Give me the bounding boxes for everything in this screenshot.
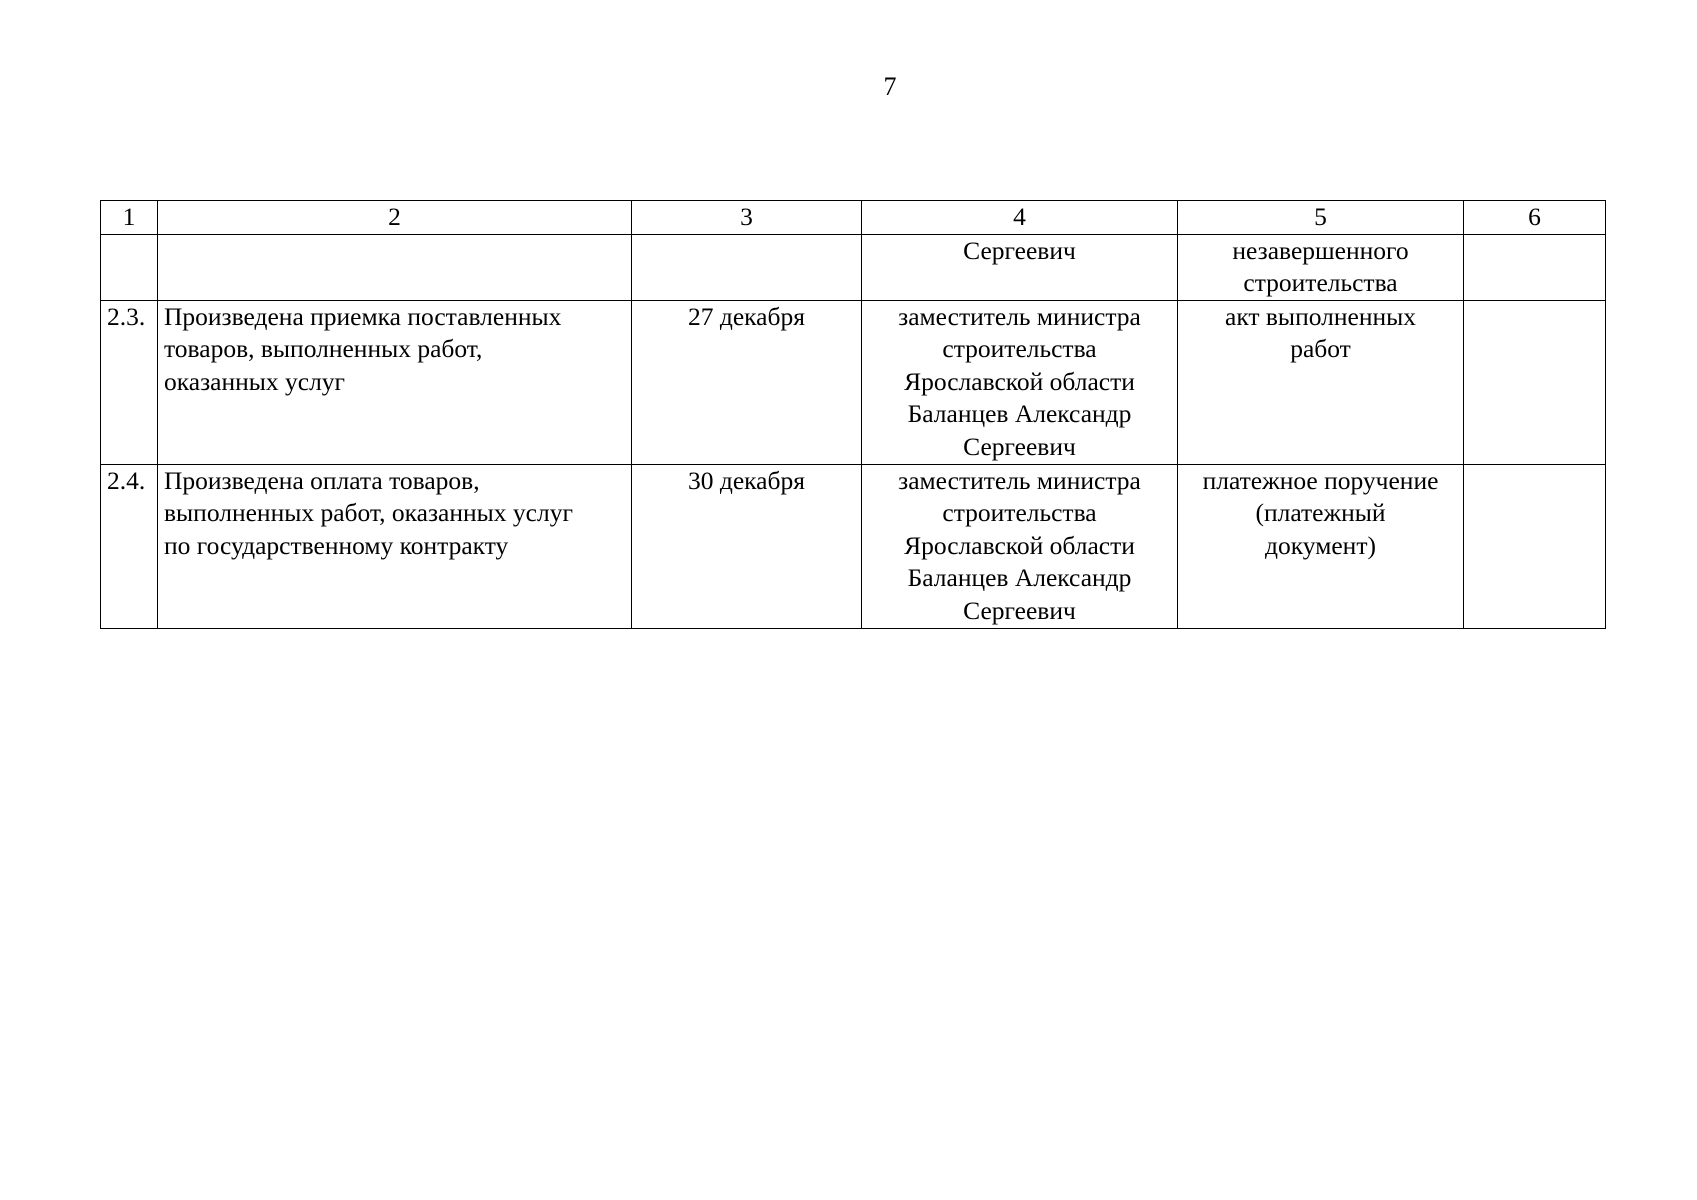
cell-text-line: платежное поручение xyxy=(1202,465,1439,495)
action-cell xyxy=(158,464,632,628)
cell-text-line: оказанных услуг xyxy=(164,366,346,396)
responsible-cell xyxy=(862,300,1178,464)
table-row xyxy=(101,300,1606,464)
cell-text-line: Баланцев Александр xyxy=(907,399,1132,428)
empty-cell xyxy=(1464,300,1606,464)
item-number-cell xyxy=(101,234,158,300)
action-cell xyxy=(158,234,632,300)
table-row xyxy=(101,234,1606,300)
cell-text-line: незавершенного xyxy=(1232,235,1409,265)
column-header: 6 xyxy=(1464,201,1606,235)
cell-text-line: строительства xyxy=(942,334,1097,363)
cell-text-line: Сергеевич xyxy=(963,595,1076,625)
document-cell xyxy=(1178,234,1464,300)
cell-text-line: Сергеевич xyxy=(963,235,1076,265)
cell-text-line: Сергеевич xyxy=(963,431,1076,461)
column-header: 1 xyxy=(101,201,158,235)
cell-text-line: Произведена оплата товаров, xyxy=(164,465,480,495)
date-cell xyxy=(632,234,862,300)
cell-text-line: Ярославской области xyxy=(904,530,1135,560)
column-header: 5 xyxy=(1178,201,1464,235)
date-cell: 30 декабря xyxy=(632,464,862,628)
document-cell xyxy=(1178,464,1464,628)
document-cell xyxy=(1178,300,1464,464)
responsible-cell xyxy=(862,464,1178,628)
responsible-cell xyxy=(862,234,1178,300)
column-header: 2 xyxy=(158,201,632,235)
plan-table xyxy=(100,200,1606,629)
cell-text-line: заместитель министра xyxy=(898,465,1141,495)
empty-cell xyxy=(1464,234,1606,300)
table-row xyxy=(101,464,1606,628)
cell-text-line: выполненных работ, оказанных услуг xyxy=(164,498,573,527)
cell-text-line: работ xyxy=(1290,334,1351,363)
cell-text-line: акт выполненных xyxy=(1225,301,1416,331)
cell-text-line: (платежный xyxy=(1255,498,1386,527)
cell-text-line: Произведена приемка поставленных xyxy=(164,301,562,331)
cell-text-line: заместитель министра xyxy=(898,301,1141,331)
cell-text-line: по государственному контракту xyxy=(164,530,509,560)
cell-text-line: товаров, выполненных работ, xyxy=(164,334,483,363)
item-number-cell: 2.3. xyxy=(101,300,158,464)
cell-text-line: строительства xyxy=(1243,268,1398,297)
action-cell xyxy=(158,300,632,464)
date-cell: 27 декабря xyxy=(632,300,862,464)
cell-text-line: Баланцев Александр xyxy=(907,563,1132,592)
column-header: 4 xyxy=(862,201,1178,235)
item-number-cell: 2.4. xyxy=(101,464,158,628)
column-header: 3 xyxy=(632,201,862,235)
empty-cell xyxy=(1464,464,1606,628)
page-number: 7 xyxy=(883,72,897,101)
cell-text-line: строительства xyxy=(942,498,1097,527)
cell-text-line: Ярославской области xyxy=(904,366,1135,396)
cell-text-line: документ) xyxy=(1265,530,1376,560)
table-header-row xyxy=(101,201,1606,235)
